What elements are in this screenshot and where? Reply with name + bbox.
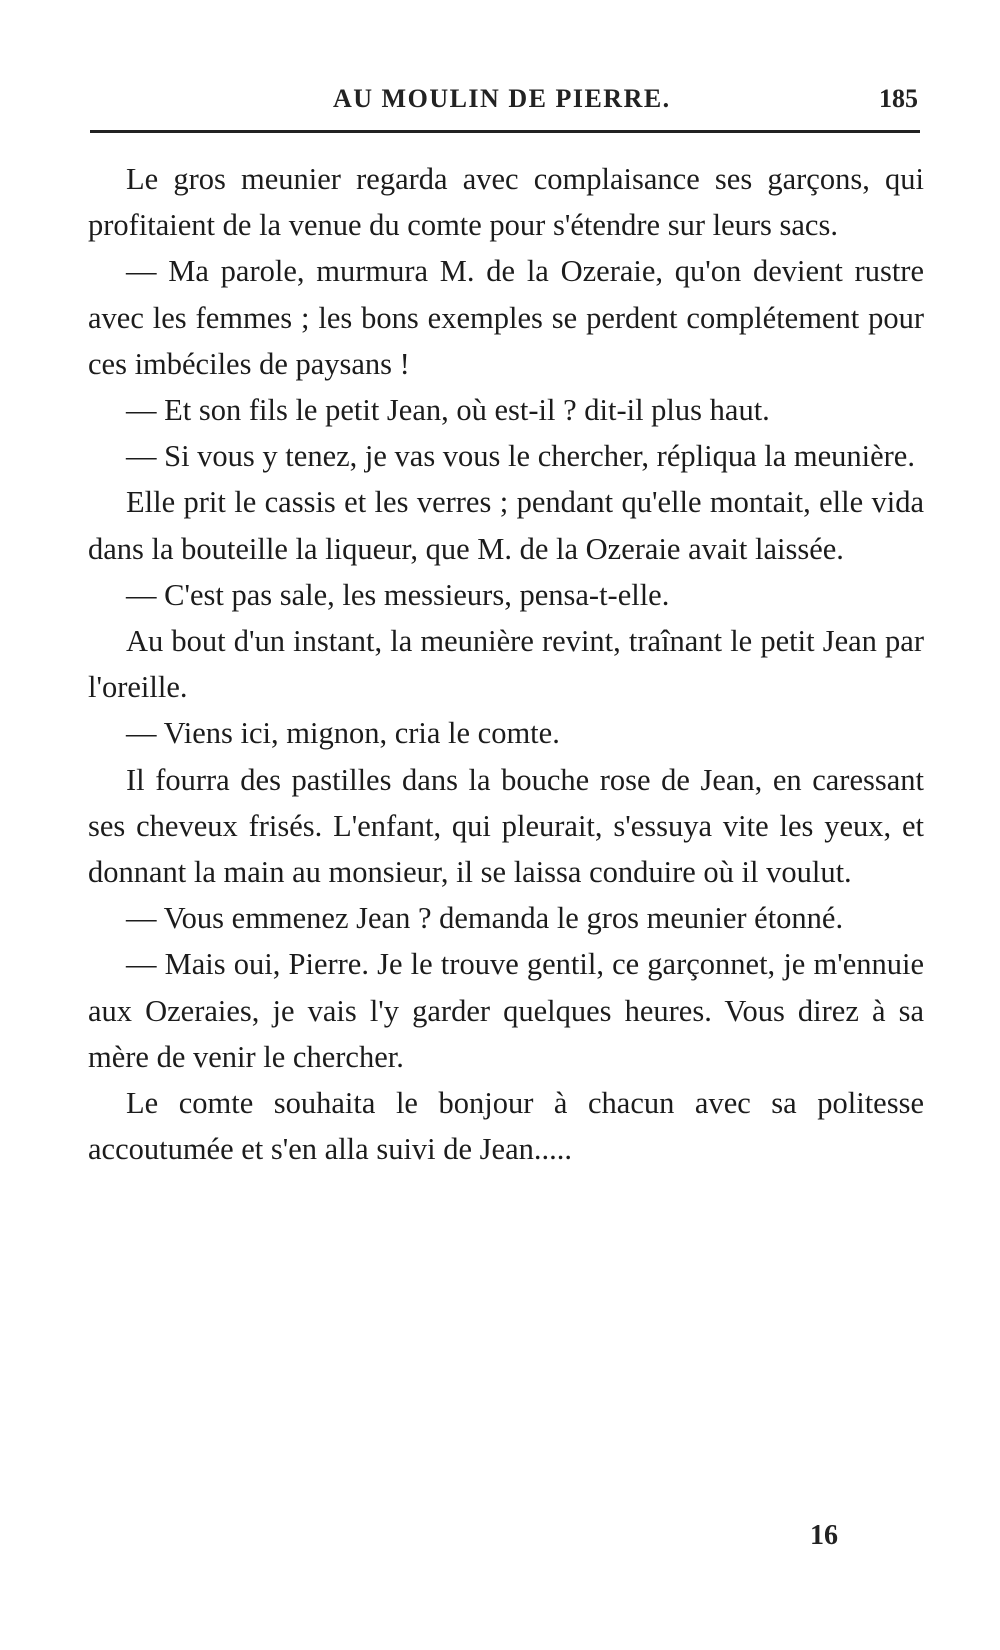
paragraph: — Vous emmenez Jean ? demanda le gros meunier étonné. (126, 901, 844, 936)
paragraph: — Et son fils le petit Jean, où est-il ? dit-il plus haut. (126, 393, 770, 428)
signature-mark: 16 (810, 1520, 838, 1551)
paragraph: — C'est pas sale, les messieurs, pensa-t-elle. (126, 577, 670, 612)
running-title: AU MOULIN DE PIERRE. (333, 84, 671, 113)
paragraph: Le comte souhaita le bonjour à chacun avec sa politesse accoutumée et s'en alla suivi de Jean..... (88, 1086, 924, 1167)
paragraph: — Si vous y tenez, je vas vous le chercher, répliqua la meunière. (126, 439, 915, 474)
paragraph: — Ma parole, murmura M. de la Ozeraie, qu'on devient rustre avec les femmes ; les bons exemples se perdent complétement pour ces imbéciles de paysans ! (88, 254, 924, 381)
header-rule (90, 130, 920, 133)
paragraph: — Viens ici, mignon, cria le comte. (126, 716, 560, 751)
paragraph: Elle prit le cassis et les verres ; pendant qu'elle montait, elle vida dans la bouteille la liqueur, que M. de la Ozeraie avait laissée. (88, 485, 924, 566)
running-head (90, 84, 920, 120)
paragraph: — Mais oui, Pierre. Je le trouve gentil, ce garçonnet, je m'ennuie aux Ozeraies, je vais l'y garder quelques heures. Vous direz à sa mère de venir le chercher. (88, 947, 924, 1074)
paragraph: Il fourra des pastilles dans la bouche rose de Jean, en caressant ses cheveux frisés. L'enfant, qui pleurait, s'essuya vite les yeux, et donnant la main au monsieur, il se laissa conduire où il voulut. (88, 762, 924, 890)
paragraph: Au bout d'un instant, la meunière revint, traînant le petit Jean par l'oreille. (88, 624, 924, 705)
body-text (88, 156, 924, 1172)
page-number: 185 (879, 84, 918, 113)
paragraph: Le gros meunier regarda avec complaisance ses garçons, qui profitaient de la venue du comte pour s'étendre sur leurs sacs. (88, 162, 924, 243)
